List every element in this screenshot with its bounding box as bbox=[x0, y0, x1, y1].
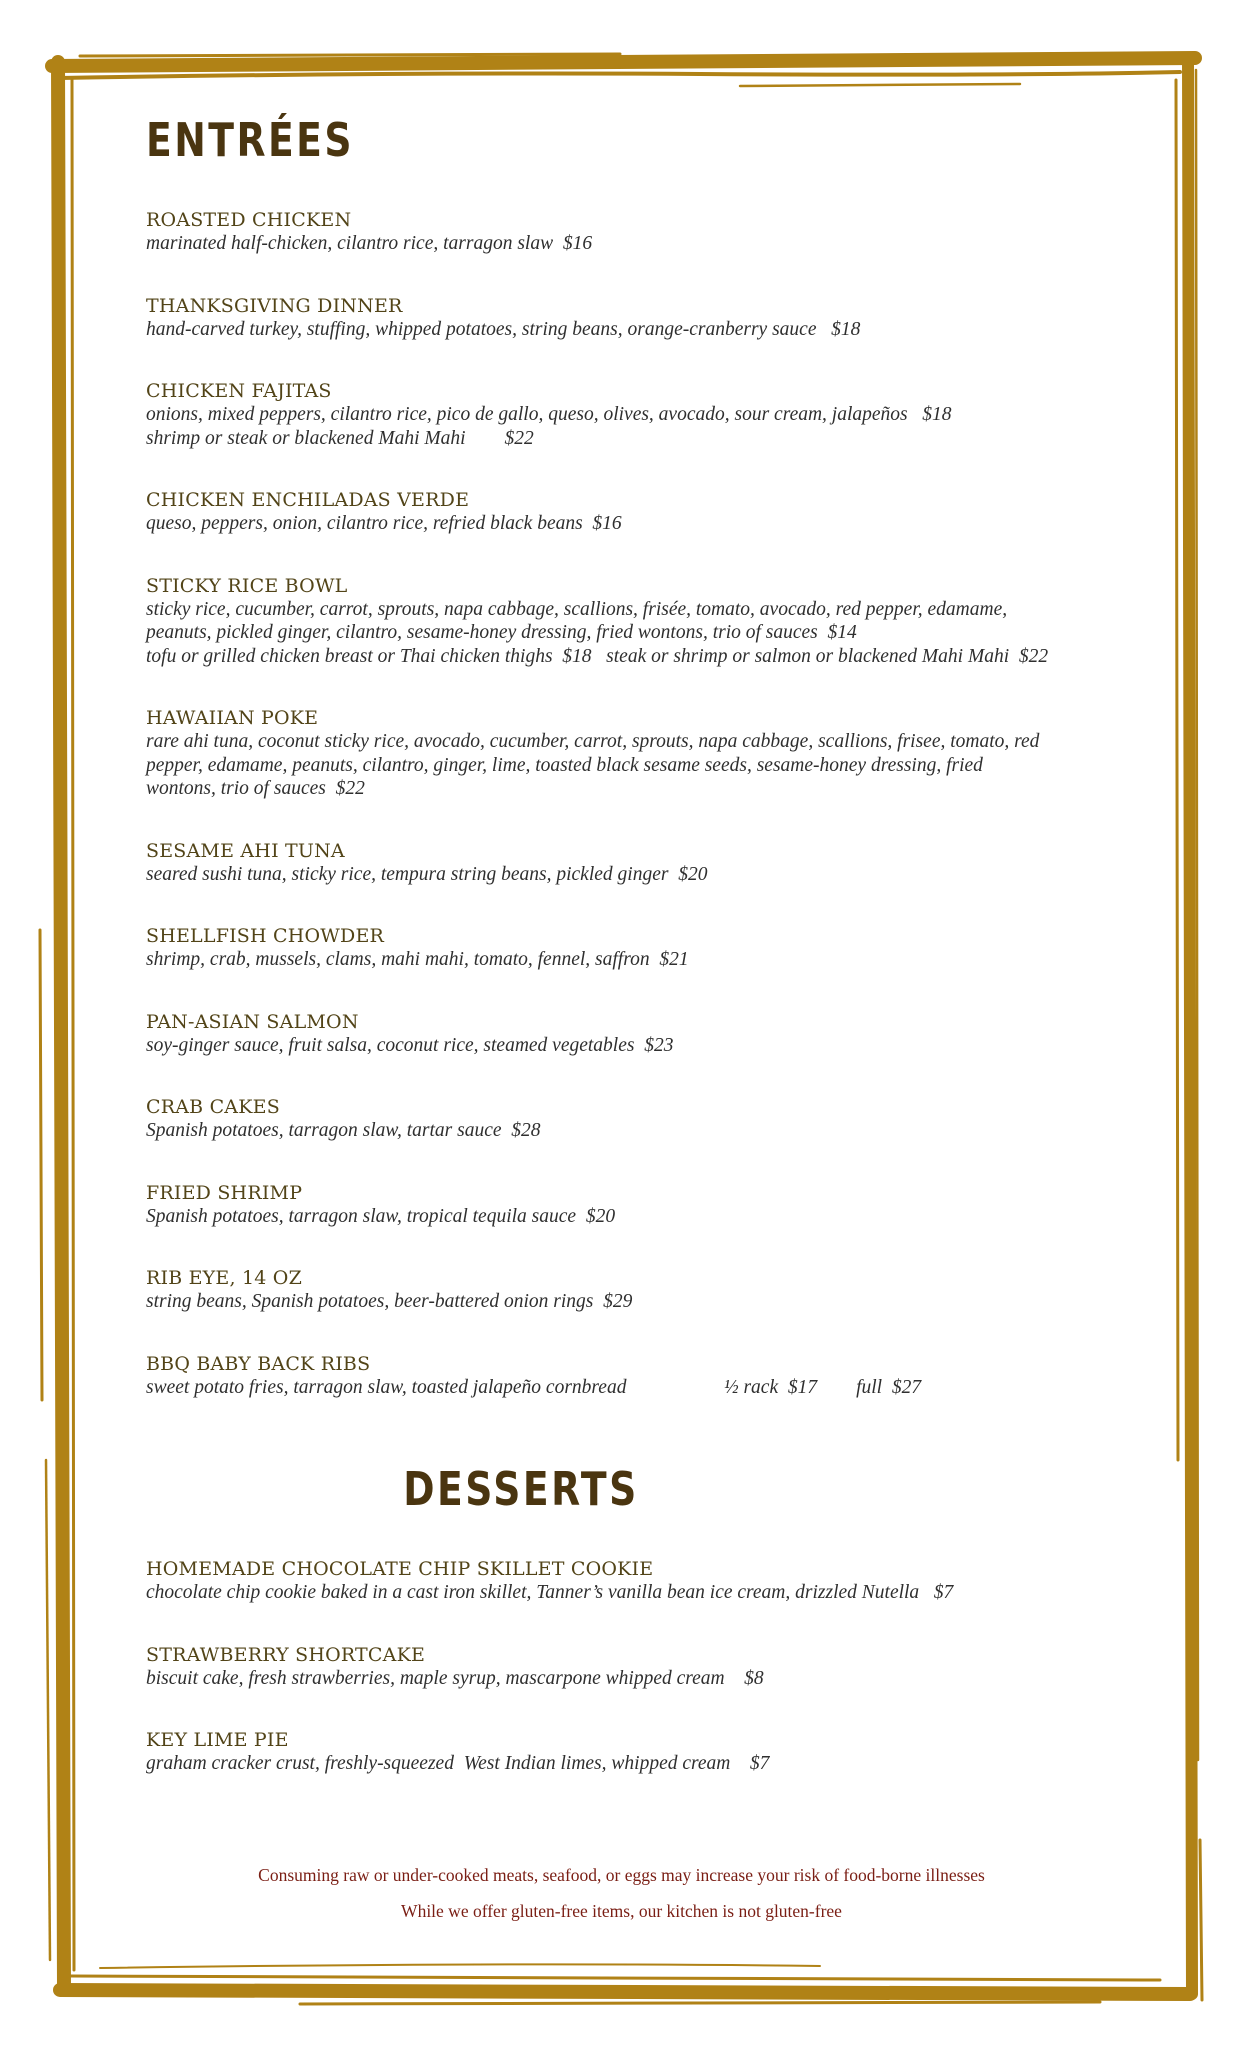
menu-item-description-line: marinated half-chicken, cilantro rice, tarragon slaw $16 bbox=[146, 233, 593, 254]
entrees-list bbox=[146, 208, 1126, 1399]
menu-item-name: HOMEMADE CHOCOLATE CHIP SKILLET COOKIE bbox=[146, 1558, 654, 1580]
menu-item-description bbox=[146, 1119, 1126, 1143]
menu-item-name: CHICKEN FAJITAS bbox=[146, 380, 332, 402]
menu-item-description-line: Spanish potatoes, tarragon slaw, tartar sauce $28 bbox=[146, 1120, 541, 1141]
menu-item-description bbox=[146, 512, 1126, 536]
menu-item-description-line: peanuts, pickled ginger, cilantro, sesame-honey dressing, fried wontons, trio of sauces $14 bbox=[146, 622, 857, 643]
menu-item bbox=[146, 1010, 1126, 1058]
menu-item-description bbox=[146, 730, 1126, 801]
menu-item-description-line: string beans, Spanish potatoes, beer-battered onion rings $29 bbox=[146, 1291, 633, 1312]
menu-item bbox=[146, 379, 1126, 450]
menu-item-name: ROASTED CHICKEN bbox=[146, 209, 352, 231]
menu-item-description bbox=[146, 1581, 1126, 1605]
menu-item-description bbox=[146, 1205, 1126, 1229]
menu-item bbox=[146, 208, 1126, 256]
menu-item-description bbox=[146, 1034, 1126, 1058]
menu-item-description-line: hand-carved turkey, stuffing, whipped potatoes, string beans, orange-cranberry sauce $18 bbox=[146, 318, 861, 340]
menu-item-description-line: tofu or grilled chicken breast or Thai chicken thighs $18 steak or shrimp or salmon or blackened Mahi Mahi $22 bbox=[146, 645, 1049, 667]
menu-item-name: KEY LIME PIE bbox=[146, 1729, 289, 1751]
menu-item bbox=[146, 924, 1126, 972]
menu-item-description bbox=[146, 1290, 1126, 1314]
menu-item-description bbox=[146, 598, 1126, 669]
food-safety-notice: Consuming raw or under-cooked meats, seafood, or eggs may increase your risk of food-borne illnesses bbox=[258, 1865, 985, 1885]
menu-item-name: PAN-ASIAN SALMON bbox=[146, 1010, 359, 1033]
menu-item-name: CRAB CAKES bbox=[146, 1096, 280, 1118]
menu-item-name: RIB EYE, 14 OZ bbox=[146, 1267, 302, 1289]
menu-item-description-line: soy-ginger sauce, fruit salsa, coconut rice, steamed vegetables $23 bbox=[146, 1034, 674, 1056]
menu-item bbox=[146, 1095, 1126, 1143]
menu-item bbox=[146, 1352, 1126, 1400]
menu-item bbox=[146, 294, 1126, 342]
menu-item-description-line: wontons, trio of sauces $22 bbox=[146, 778, 365, 799]
menu-item-description-line: biscuit cake, fresh strawberries, maple syrup, mascarpone whipped cream $8 bbox=[146, 1667, 764, 1689]
menu-item-name: SESAME AHI TUNA bbox=[146, 839, 345, 862]
menu-item-name: STRAWBERRY SHORTCAKE bbox=[146, 1643, 426, 1666]
menu-item bbox=[146, 1557, 1126, 1605]
menu-item-name: BBQ BABY BACK RIBS bbox=[146, 1352, 371, 1375]
menu-item bbox=[146, 1728, 1126, 1776]
menu-item-description-line: pepper, edamame, peanuts, cilantro, ginger, lime, toasted black sesame seeds, sesame-honey dressing, fried bbox=[146, 754, 983, 776]
entrees-heading: ENTRÉES bbox=[146, 113, 355, 167]
menu-item-description-line: shrimp, crab, mussels, clams, mahi mahi, tomato, fennel, saffron $21 bbox=[146, 949, 689, 970]
menu-item bbox=[146, 706, 1126, 801]
menu-item bbox=[146, 574, 1126, 669]
desserts-heading: DESSERTS bbox=[403, 1462, 639, 1516]
menu-item-name: CHICKEN ENCHILADAS VERDE bbox=[146, 489, 470, 511]
menu-item-name: HAWAIIAN POKE bbox=[146, 707, 319, 729]
menu-item-description-line: rare ahi tuna, coconut sticky rice, avocado, cucumber, carrot, sprouts, napa cabbage, scallions, frisee, tomato, red bbox=[146, 731, 1040, 752]
menu-item-description bbox=[146, 1752, 1126, 1776]
menu-item-name: FRIED SHRIMP bbox=[146, 1181, 303, 1204]
menu-item-description bbox=[146, 403, 1126, 450]
menu-item-description-line: onions, mixed peppers, cilantro rice, pico de gallo, queso, olives, avocado, sour cream, jalapeños $18 bbox=[146, 404, 952, 425]
menu-item-description-line: seared sushi tuna, sticky rice, tempura string beans, pickled ginger $20 bbox=[146, 863, 708, 885]
desserts-list bbox=[146, 1557, 1126, 1776]
menu-item-description bbox=[146, 863, 1126, 887]
menu-item-description bbox=[146, 318, 1126, 342]
menu-item-name: SHELLFISH CHOWDER bbox=[146, 925, 385, 947]
menu-item-description-line: chocolate chip cookie baked in a cast iron skillet, Tanner’s vanilla bean ice cream, drizzled Nutella $7 bbox=[146, 1582, 954, 1603]
menu-item-name: THANKSGIVING DINNER bbox=[146, 294, 403, 317]
menu-item-description-line: sticky rice, cucumber, carrot, sprouts, napa cabbage, scallions, frisée, tomato, avocado, red pepper, edamame, bbox=[146, 598, 1008, 620]
menu-item-description bbox=[146, 948, 1126, 972]
menu-item bbox=[146, 1181, 1126, 1229]
menu-item-description-line: Spanish potatoes, tarragon slaw, tropical tequila sauce $20 bbox=[146, 1205, 616, 1227]
menu-item-description bbox=[146, 232, 1126, 256]
menu-item bbox=[146, 1266, 1126, 1314]
menu-item-description bbox=[146, 1667, 1126, 1691]
menu-item bbox=[146, 1643, 1126, 1691]
menu-item-description-line: queso, peppers, onion, cilantro rice, refried black beans $16 bbox=[146, 513, 622, 534]
gluten-free-notice: While we offer gluten-free items, our kitchen is not gluten-free bbox=[401, 1901, 842, 1921]
menu-item-description-line: graham cracker crust, freshly-squeezed West Indian limes, whipped cream $7 bbox=[146, 1753, 770, 1774]
menu-item bbox=[146, 488, 1126, 536]
menu-item-description bbox=[146, 1376, 1126, 1400]
menu-content bbox=[146, 110, 1126, 1776]
menu-item-description-line: sweet potato fries, tarragon slaw, toasted jalapeño cornbread ½ rack $17 full $27 bbox=[146, 1376, 922, 1398]
menu-item-name: STICKY RICE BOWL bbox=[146, 574, 348, 597]
menu-item bbox=[146, 839, 1126, 887]
menu-item-description-line: shrimp or steak or blackened Mahi Mahi $22 bbox=[146, 427, 534, 449]
